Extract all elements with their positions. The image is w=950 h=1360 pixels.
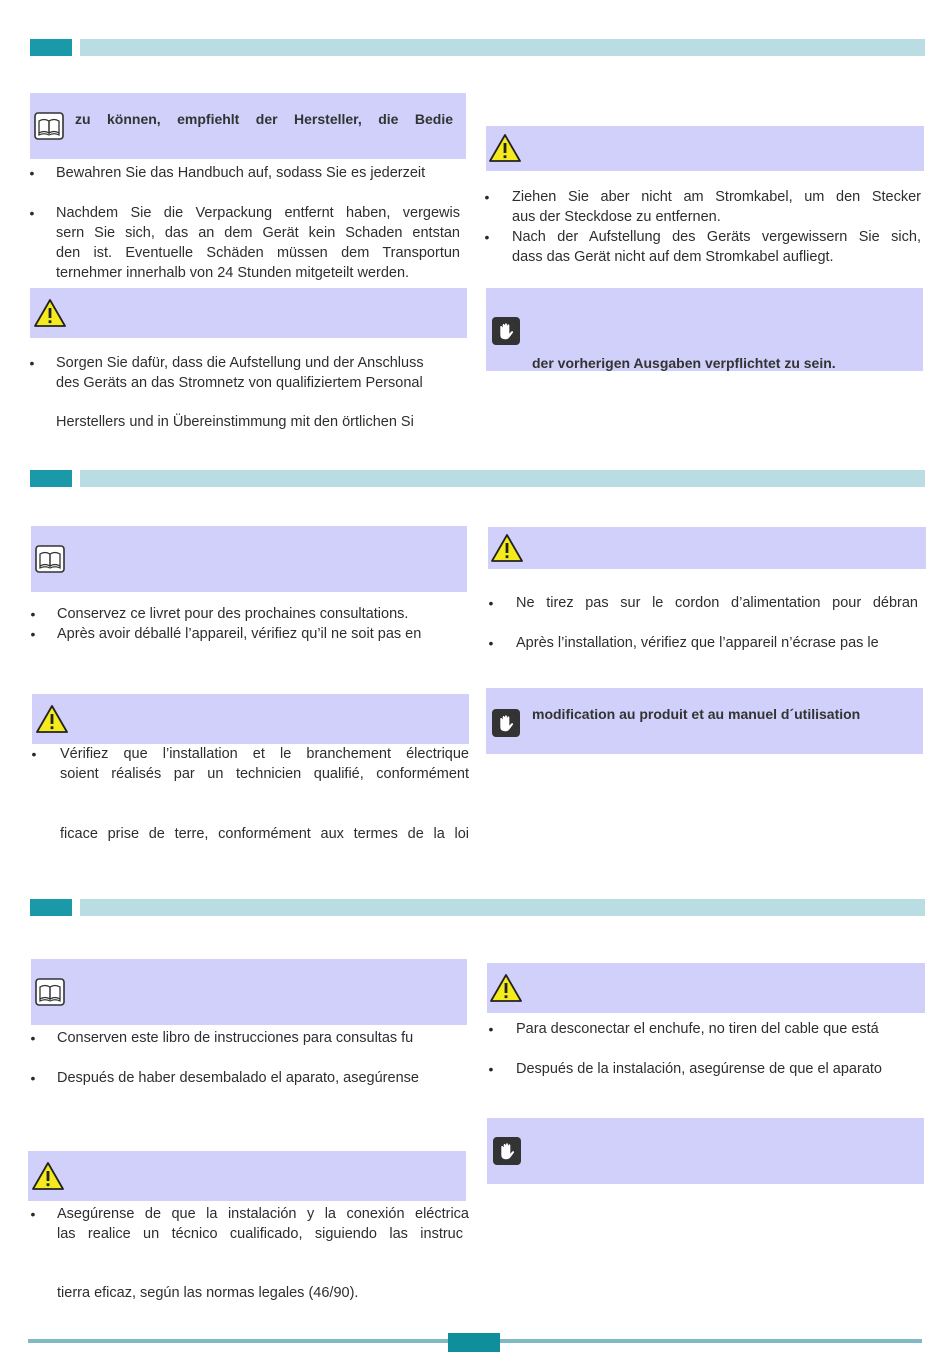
section-header-accent [30,899,72,916]
bullet: • [30,1030,36,1046]
bullet: • [488,595,494,611]
warning-box [32,694,469,744]
note-box [487,1118,924,1184]
list-item: las realice un técnico cualificado, siguiendo las instruc [57,1226,463,1242]
note-box-text: der vorherigen Ausgaben verpflichtet zu sein. [532,355,836,371]
note-box-text: modification au produit et au manuel d´utilisation [532,706,861,722]
warning-triangle-icon [34,298,66,328]
list-item: dass das Gerät nicht auf dem Stromkabel aufliegt. [512,249,834,265]
list-item: Ziehen Sie aber nicht am Stromkabel, um den Stecker [512,189,921,205]
book-icon [35,978,65,1006]
section-header-bar [80,39,925,56]
book-icon [34,112,64,140]
list-item: ficace prise de terre, conformément aux termes de la loi [60,826,469,842]
warning-triangle-icon [489,133,521,163]
note-box [486,688,923,754]
hand-stop-icon [491,708,521,738]
bullet: • [30,606,36,622]
list-item: aus der Steckdose zu entfernen. [512,209,721,225]
note-box [486,288,923,371]
bullet: • [29,165,35,181]
warning-box [28,1151,466,1201]
book-icon [35,545,65,573]
warning-triangle-icon [491,533,523,563]
warning-triangle-icon [490,973,522,1003]
hand-stop-icon [491,316,521,346]
warning-box [488,527,926,569]
list-item: Después de la instalación, asegúrense de que el aparato [516,1061,882,1077]
list-item: Nach der Aufstellung des Geräts vergewissern Sie sich, [512,229,921,245]
list-item: Después de haber desembalado el aparato, asegúrense [57,1070,419,1086]
list-item: Herstellers und in Übereinstimmung mit den örtlichen Si [56,414,414,430]
info-box-text: zu können, empfiehlt der Hersteller, die Bedie [75,111,453,127]
warning-box [30,288,467,338]
section-header-accent [30,39,72,56]
info-box [31,526,467,592]
bullet: • [488,1061,494,1077]
list-item: Nachdem Sie die Verpackung entfernt haben, vergewis [56,205,460,221]
list-item: Bewahren Sie das Handbuch auf, sodass Sie es jederzeit [56,165,426,181]
warning-box [487,963,925,1013]
list-item: Para desconectar el enchufe, no tiren del cable que está [516,1021,879,1037]
list-item: soient réalisés par un technicien qualifié, conformément [60,766,469,782]
list-item: sern Sie sich, das an dem Gerät kein Schaden entstan [56,225,460,241]
warning-triangle-icon [32,1161,64,1191]
section-header-accent [30,470,72,487]
bullet: • [488,1021,494,1037]
hand-stop-icon [492,1136,522,1166]
bullet: • [488,635,494,651]
list-item: Vérifiez que l’installation et le branchement électrique [60,746,469,762]
section-header-bar [80,470,925,487]
warning-box [486,126,924,171]
warning-triangle-icon [36,704,68,734]
list-item: tierra eficaz, según las normas legales (46/90). [57,1285,359,1301]
bullet: • [29,355,35,371]
list-item: Ne tirez pas sur le cordon d’alimentation pour débran [516,595,918,611]
bullet: • [484,229,490,245]
info-box [30,93,466,159]
bullet: • [484,189,490,205]
list-item: Conservez ce livret pour des prochaines consultations. [57,606,409,622]
list-item: Après avoir déballé l’appareil, vérifiez qu’il ne soit pas en [57,626,422,642]
bullet: • [30,626,36,642]
list-item: Asegúrense de que la instalación y la conexión eléctrica [57,1206,469,1222]
bullet: • [31,746,37,762]
list-item: Conserven este libro de instrucciones para consultas fu [57,1030,414,1046]
list-item: den ist. Eventuelle Schäden müssen dem Transportun [56,245,460,261]
section-header-bar [80,899,925,916]
list-item: Après l’installation, vérifiez que l’appareil n’écrase pas le [516,635,879,651]
list-item: Sorgen Sie dafür, dass die Aufstellung und der Anschluss [56,355,424,371]
bullet: • [30,1206,36,1222]
bullet: • [29,205,35,221]
list-item: ternehmer innerhalb von 24 Stunden mitgeteilt werden. [56,265,410,281]
info-box [31,959,467,1025]
list-item: des Geräts an das Stromnetz von qualifiziertem Personal [56,375,423,391]
bullet: • [30,1070,36,1086]
footer-page-tab [448,1333,500,1352]
